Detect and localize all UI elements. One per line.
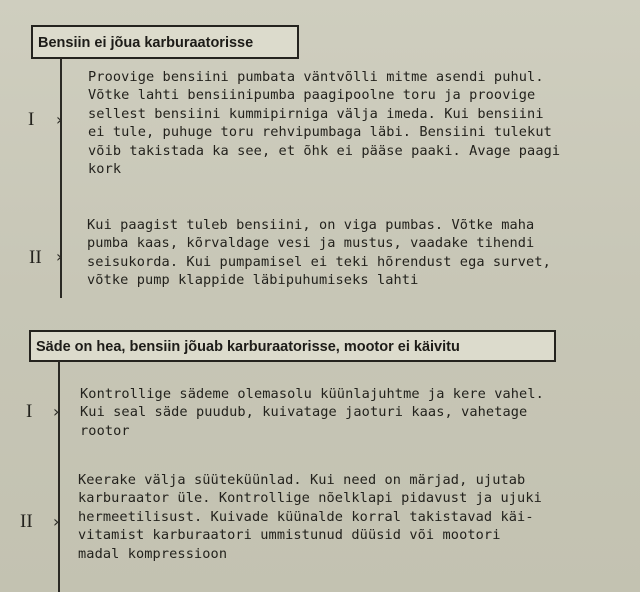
step-1-1-text xyxy=(88,68,560,178)
step-2-1-text xyxy=(80,385,544,440)
text-line: sellest bensiini kummipirniga välja imeda. Kui bensiini xyxy=(88,105,544,122)
text-line: Keerake välja süüteküünlad. Kui need on märjad, ujutab xyxy=(78,472,526,488)
step-2-2-numeral: II xyxy=(20,511,33,532)
section-2-connector-line xyxy=(58,361,60,592)
step-1-1-brace-icon: › xyxy=(56,110,63,129)
text-line: Kui paagist tuleb bensiini, on viga pumbas. Võtke maha xyxy=(87,217,535,233)
text-line: Kontrollige sädeme olemasolu küünlajuhtme ja kere vahel. xyxy=(80,386,544,402)
text-line: vitamist karburaatori ummistunud düüsid või mootori xyxy=(78,527,501,544)
text-line: hermeetilisust. Kuivade küünalde korral takistavad käi- xyxy=(78,508,534,525)
step-1-1-numeral: I xyxy=(28,109,35,130)
step-2-2-text xyxy=(78,471,542,563)
text-line: võtke pump klappide läbipuhumiseks lahti xyxy=(87,272,419,289)
text-line: Kui seal säde puudub, kuivatage jaoturi kaas, vahetage xyxy=(80,404,528,421)
text-line: Proovige bensiini pumbata väntvõlli mitme asendi puhul. xyxy=(88,69,544,85)
step-2-2-brace-icon: › xyxy=(53,512,60,531)
section-1-heading: Bensiin ei jõua karburaatorisse xyxy=(31,25,299,59)
step-1-2-numeral: II xyxy=(29,247,42,268)
step-2-1-numeral: I xyxy=(26,401,33,422)
text-line: madal kompressioon xyxy=(78,545,228,562)
text-line: karburaator üle. Kontrollige nõelklapi pidavust ja ujuki xyxy=(78,490,542,507)
text-line: ei tule, puhuge toru rehvipumbaga läbi. Bensiini tulekut xyxy=(88,124,552,141)
text-line: rootor xyxy=(80,422,130,439)
text-line: seisukorda. Kui pumpamisel ei teki hõrendust ega survet, xyxy=(87,253,551,270)
section-2-heading: Säde on hea, bensiin jõuab karburaatorisse, mootor ei käivitu xyxy=(29,330,556,362)
step-1-2-text xyxy=(87,216,551,290)
text-line: pumba kaas, kõrvaldage vesi ja mustus, vaadake tihendi xyxy=(87,235,535,252)
text-line: võib takistada ka see, et õhk ei pääse paaki. Avage paagi xyxy=(88,142,561,159)
step-1-2-brace-icon: › xyxy=(56,247,63,266)
text-line: Võtke lahti bensiinipumba paagipoolne toru ja proovige xyxy=(88,87,536,104)
step-2-1-brace-icon: › xyxy=(53,402,60,421)
text-line: kork xyxy=(88,161,122,178)
